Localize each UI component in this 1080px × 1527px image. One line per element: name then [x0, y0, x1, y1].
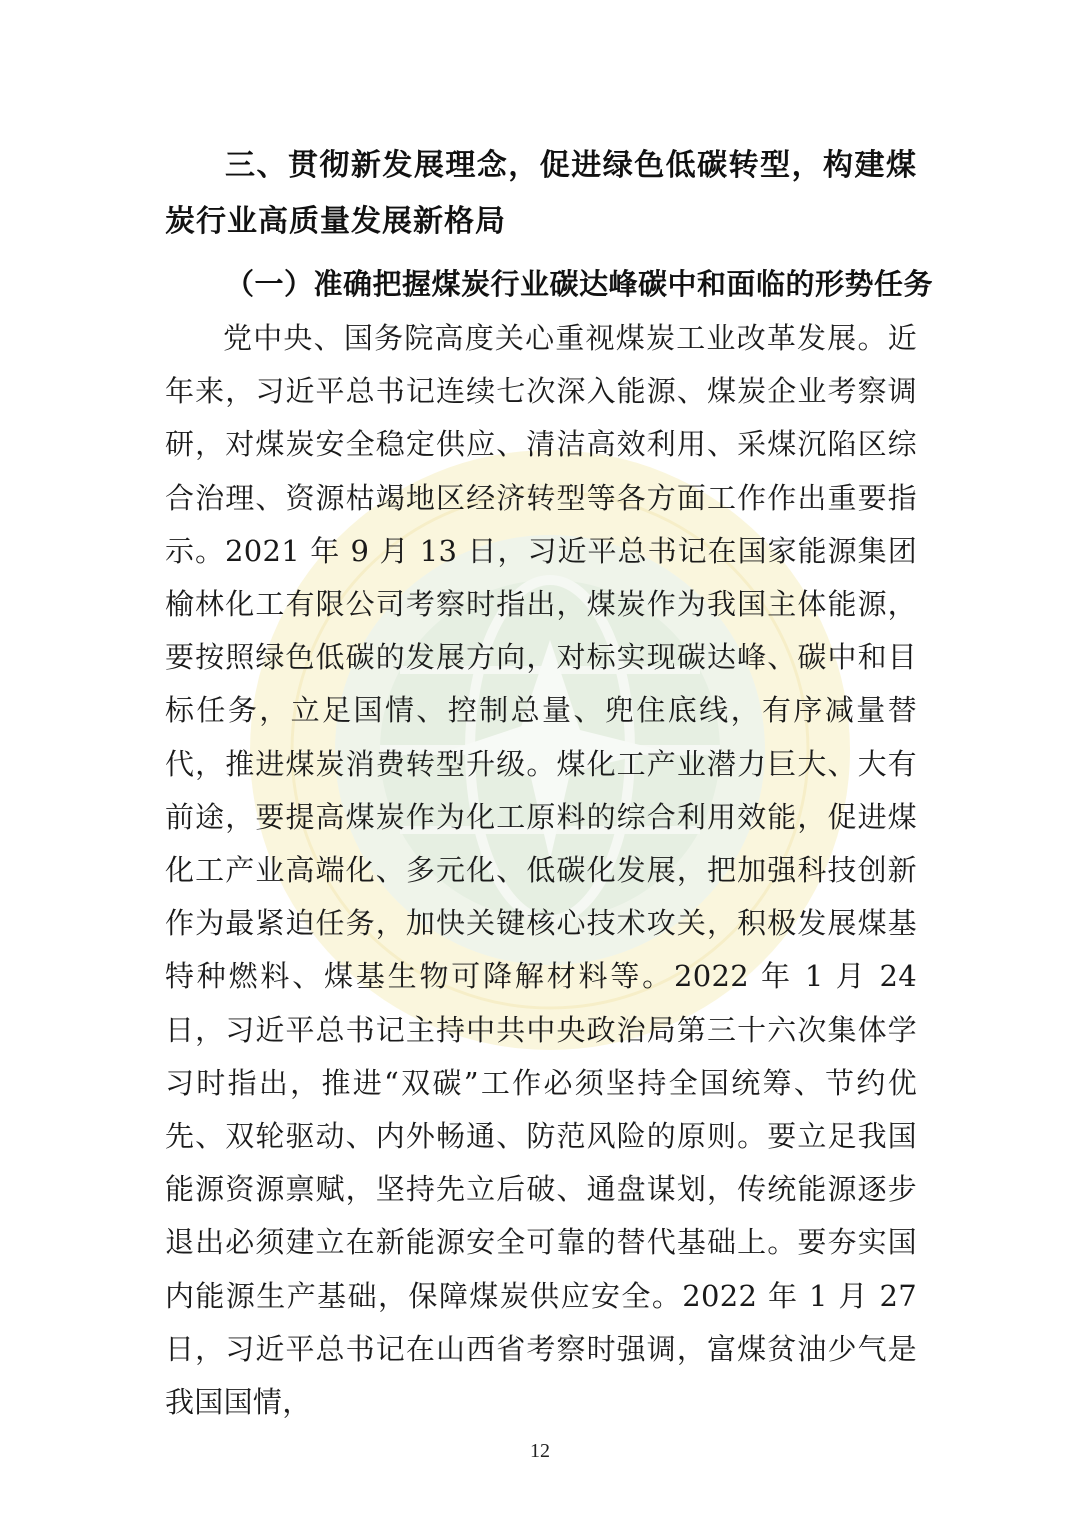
- section-heading: 三、贯彻新发展理念，促进绿色低碳转型，构建煤炭行业高质量发展新格局: [165, 148, 917, 239]
- subsection-heading: （一）准确把握煤炭行业碳达峰碳中和面临的形势任务: [225, 267, 934, 301]
- page-number: 12: [530, 1440, 550, 1462]
- document-body: [165, 138, 934, 1429]
- body-paragraph: 党中央、国务院高度关心重视煤炭工业改革发展。近年来，习近平总书记连续七次深入能源、煤炭企业考察调研，对煤炭安全稳定供应、清洁高效利用、采煤沉陷区综合治理、资源枯竭地区经济转型等各方面工作作出重要指示。2021 年 9 月 13 日，习近平总书记在国家能源集团榆林化工有限公司考察时指出，煤炭作为我国主体能源，要按照绿色低碳的发展方向，对标实现碳达峰、碳中和目标任务，立足国情、控制总量、兜住底线，有序减量替代，推进煤炭消费转型升级。煤化工产业潜力巨大、大有前途，要提高煤炭作为化工原料的综合利用效能，促进煤化工产业高端化、多元化、低碳化发展，把加强科技创新作为最紧迫任务，加快关键核心技术攻关，积极发展煤基特种燃料、煤基生物可降解材料等。2022 年 1 月 24 日，习近平总书记主持中共中央政治局第三十六次集体学习时指出，推进“双碳”工作必须坚持全国统筹、节约优先、双轮驱动、内外畅通、防范风险的原则。要立足我国能源资源禀赋，坚持先立后破、通盘谋划，传统能源逐步退出必须建立在新能源安全可靠的替代基础上。要夯实国内能源生产基础，保障煤炭供应安全。2022 年 1 月 27 日，习近平总书记在山西省考察时强调，富煤贫油少气是我国国情，: [165, 321, 917, 1420]
